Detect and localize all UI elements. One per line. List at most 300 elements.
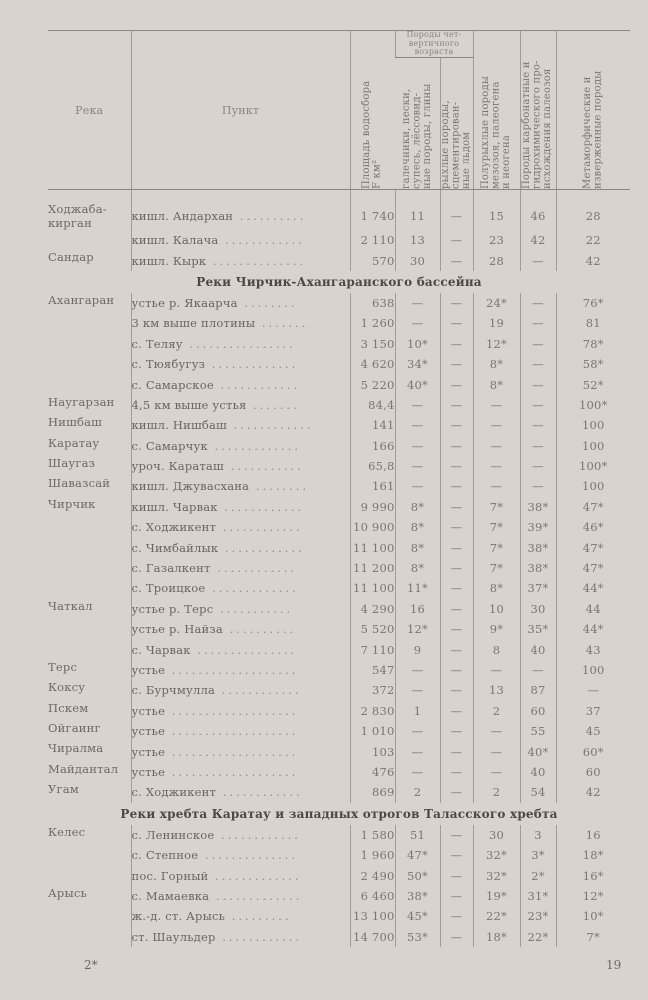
header-metamorphic: Метаморфические и изверженные породы bbox=[581, 70, 604, 189]
dot-leader: ............. bbox=[207, 438, 302, 453]
point-name: кишл. Кырк bbox=[131, 253, 207, 268]
header-carbonate: Породы карбонатные и гидрохимического про- исхождения палеозоя bbox=[521, 60, 554, 189]
cell-river: Чирчик bbox=[48, 496, 96, 511]
table-row bbox=[48, 436, 630, 456]
cell-q2: — bbox=[440, 313, 473, 333]
cell-point bbox=[131, 230, 350, 250]
cell-q2: — bbox=[440, 701, 473, 721]
cell-carb: 38* bbox=[520, 497, 556, 517]
cell-river: Чаткал bbox=[48, 598, 93, 613]
table-row bbox=[48, 517, 630, 537]
cell-point bbox=[131, 190, 350, 231]
cell-meta: 100 bbox=[556, 476, 630, 496]
cell-carb: 55 bbox=[520, 721, 556, 741]
cell-q1: 2 bbox=[395, 782, 440, 802]
cell-river bbox=[48, 313, 131, 333]
cell-meta: 60* bbox=[556, 741, 630, 761]
point-name: с. Газалкент bbox=[131, 561, 211, 576]
cell-q1: — bbox=[395, 660, 440, 680]
cell-point bbox=[131, 250, 350, 270]
cell-loose: 19 bbox=[473, 313, 520, 333]
cell-meta: 58* bbox=[556, 354, 630, 374]
cell-loose: 8* bbox=[473, 354, 520, 374]
cell-carb: 40 bbox=[520, 762, 556, 782]
dot-leader: ............. bbox=[205, 581, 299, 596]
cell-meta: 47* bbox=[556, 537, 630, 557]
cell-point bbox=[131, 906, 350, 926]
cell-point bbox=[131, 334, 350, 354]
cell-carb: — bbox=[520, 456, 556, 476]
cell-river: Келес bbox=[48, 824, 86, 839]
header-area: Площадь водосбора F км² bbox=[361, 80, 383, 189]
cell-meta: 42 bbox=[556, 250, 630, 270]
cell-loose: 7* bbox=[473, 497, 520, 517]
dot-leader: ........... bbox=[213, 601, 294, 616]
cell-river: Наугарзан bbox=[48, 394, 115, 409]
cell-loose: 13 bbox=[473, 680, 520, 700]
cell-q2: — bbox=[440, 680, 473, 700]
cell-q2: — bbox=[440, 395, 473, 415]
table-row bbox=[48, 639, 630, 659]
dot-leader: ......... bbox=[225, 909, 292, 924]
point-name: ст. Шаульдер bbox=[131, 929, 216, 944]
point-name: с. Чимбайлык bbox=[131, 540, 219, 555]
cell-meta: 16* bbox=[556, 865, 630, 885]
cell-loose: — bbox=[473, 415, 520, 435]
cell-meta: 37 bbox=[556, 701, 630, 721]
cell-carb: — bbox=[520, 660, 556, 680]
cell-point bbox=[131, 701, 350, 721]
cell-q2: — bbox=[440, 293, 473, 313]
cell-point bbox=[131, 537, 350, 557]
cell-q1: — bbox=[395, 415, 440, 435]
cell-carb: 23* bbox=[520, 906, 556, 926]
cell-q2: — bbox=[440, 250, 473, 270]
cell-river bbox=[48, 230, 131, 250]
cell-loose: 23 bbox=[473, 230, 520, 250]
dot-leader: ................... bbox=[165, 724, 299, 739]
dot-leader: ....... bbox=[255, 316, 309, 331]
cell-area: 14 700 bbox=[350, 927, 395, 947]
point-name: кишл. Чарвак bbox=[131, 499, 218, 514]
cell-loose: 2 bbox=[473, 782, 520, 802]
point-name: устье bbox=[131, 744, 166, 759]
point-name: 3 км выше плотины bbox=[131, 316, 256, 331]
dot-leader: ............ bbox=[215, 683, 302, 698]
cell-area: 161 bbox=[350, 476, 395, 496]
cell-loose: 2 bbox=[473, 701, 520, 721]
cell-q1: 10* bbox=[395, 334, 440, 354]
cell-q1: 34* bbox=[395, 354, 440, 374]
cell-meta: 43 bbox=[556, 639, 630, 659]
table-row bbox=[48, 354, 630, 374]
cell-loose: 18* bbox=[473, 927, 520, 947]
cell-river: Ахангаран bbox=[48, 292, 115, 307]
cell-q1: 1 bbox=[395, 701, 440, 721]
cell-point bbox=[131, 517, 350, 537]
cell-carb: 40 bbox=[520, 639, 556, 659]
point-name: ж.-д. ст. Арысь bbox=[131, 909, 226, 924]
cell-river: Арысь bbox=[48, 885, 87, 900]
cell-carb: — bbox=[520, 395, 556, 415]
cell-q2: — bbox=[440, 374, 473, 394]
point-name: с. Ленинское bbox=[131, 827, 215, 842]
cell-q1: — bbox=[395, 762, 440, 782]
cell-point bbox=[131, 374, 350, 394]
dot-leader: ................ bbox=[182, 336, 296, 351]
cell-point bbox=[131, 886, 350, 906]
point-name: с. Степное bbox=[131, 848, 199, 863]
cell-q1: 30 bbox=[395, 250, 440, 270]
point-name: с. Теляу bbox=[131, 336, 183, 351]
point-name: с. Ходжикент bbox=[131, 520, 217, 535]
cell-meta: 45 bbox=[556, 721, 630, 741]
dot-leader: ............ bbox=[214, 827, 301, 842]
table-row bbox=[48, 293, 630, 313]
cell-q1: — bbox=[395, 476, 440, 496]
table-row bbox=[48, 374, 630, 394]
cell-q1: 40* bbox=[395, 374, 440, 394]
cell-point bbox=[131, 619, 350, 639]
cell-q2: — bbox=[440, 782, 473, 802]
cell-q2: — bbox=[440, 190, 473, 231]
cell-river bbox=[48, 558, 131, 578]
table-row bbox=[48, 415, 630, 435]
cell-q2: — bbox=[440, 354, 473, 374]
cell-loose: — bbox=[473, 436, 520, 456]
header-river: Река bbox=[48, 31, 131, 190]
cell-point bbox=[131, 865, 350, 885]
cell-point bbox=[131, 558, 350, 578]
table-row bbox=[48, 537, 630, 557]
cell-meta: 44 bbox=[556, 599, 630, 619]
cell-loose: 9* bbox=[473, 619, 520, 639]
cell-q1: — bbox=[395, 436, 440, 456]
table-row bbox=[48, 927, 630, 947]
cell-area: 65,8 bbox=[350, 456, 395, 476]
cell-q1: 11* bbox=[395, 578, 440, 598]
point-name: пос. Горный bbox=[131, 868, 209, 883]
cell-carb: 35* bbox=[520, 619, 556, 639]
cell-area: 6 460 bbox=[350, 886, 395, 906]
cell-loose: — bbox=[473, 476, 520, 496]
cell-loose: 7* bbox=[473, 517, 520, 537]
table-row bbox=[48, 334, 630, 354]
cell-area: 2 830 bbox=[350, 701, 395, 721]
cell-q2: — bbox=[440, 906, 473, 926]
cell-meta: 100 bbox=[556, 415, 630, 435]
cell-meta: 44* bbox=[556, 578, 630, 598]
cell-area: 141 bbox=[350, 415, 395, 435]
cell-q1: — bbox=[395, 680, 440, 700]
cell-q2: — bbox=[440, 436, 473, 456]
cell-q2: — bbox=[440, 886, 473, 906]
cell-meta: 76* bbox=[556, 293, 630, 313]
cell-point bbox=[131, 293, 350, 313]
cell-meta: 10* bbox=[556, 906, 630, 926]
header-q2-cell bbox=[440, 58, 473, 190]
table-body bbox=[48, 190, 630, 947]
dot-leader: ............ bbox=[216, 785, 303, 800]
cell-point bbox=[131, 578, 350, 598]
cell-meta: 60 bbox=[556, 762, 630, 782]
cell-river bbox=[48, 517, 131, 537]
dot-leader: ............ bbox=[218, 233, 305, 248]
cell-river: Терс bbox=[48, 659, 78, 674]
cell-river: Сандар bbox=[48, 250, 94, 265]
point-name: устье bbox=[131, 764, 166, 779]
point-name: устье р. Найза bbox=[131, 622, 223, 637]
cell-carb: 2* bbox=[520, 865, 556, 885]
cell-q2: — bbox=[440, 334, 473, 354]
cell-area: 1 740 bbox=[350, 190, 395, 231]
cell-carb: 39* bbox=[520, 517, 556, 537]
cell-q1: 53* bbox=[395, 927, 440, 947]
cell-point bbox=[131, 497, 350, 517]
cell-q2: — bbox=[440, 558, 473, 578]
cell-meta: 100 bbox=[556, 436, 630, 456]
cell-loose: 30 bbox=[473, 825, 520, 845]
cell-q2: — bbox=[440, 639, 473, 659]
cell-river bbox=[48, 927, 131, 947]
cell-q1: 8* bbox=[395, 558, 440, 578]
page-number: 19 bbox=[606, 958, 622, 972]
cell-q1: — bbox=[395, 313, 440, 333]
table-row bbox=[48, 825, 630, 845]
point-name: с. Самарское bbox=[131, 377, 214, 392]
cell-point bbox=[131, 354, 350, 374]
cell-meta: 18* bbox=[556, 845, 630, 865]
cell-q2: — bbox=[440, 537, 473, 557]
cell-loose: 22* bbox=[473, 906, 520, 926]
cell-area: 11 100 bbox=[350, 537, 395, 557]
cell-q1: — bbox=[395, 395, 440, 415]
cell-carb: 30 bbox=[520, 599, 556, 619]
dot-leader: ........... bbox=[223, 459, 304, 474]
cell-carb: — bbox=[520, 354, 556, 374]
cell-carb: — bbox=[520, 436, 556, 456]
cell-q2: — bbox=[440, 517, 473, 537]
point-name: кишл. Джувасхана bbox=[131, 479, 250, 494]
cell-q2: — bbox=[440, 456, 473, 476]
point-name: устье р. Терс bbox=[131, 601, 214, 616]
point-name: с. Бурчмулла bbox=[131, 683, 216, 698]
dot-leader: ............ bbox=[226, 418, 314, 433]
cell-q1: 50* bbox=[395, 865, 440, 885]
cell-carb: 3 bbox=[520, 825, 556, 845]
cell-point bbox=[131, 680, 350, 700]
table-row bbox=[48, 845, 630, 865]
cell-river: Ходжаба- кирган bbox=[48, 202, 107, 230]
cell-point bbox=[131, 415, 350, 435]
cell-q1: 8* bbox=[395, 537, 440, 557]
cell-q2: — bbox=[440, 927, 473, 947]
dot-leader: .......... bbox=[222, 622, 297, 637]
cell-meta: 44* bbox=[556, 619, 630, 639]
table-row bbox=[48, 782, 630, 802]
section-title: Реки Чирчик-Ахангаранского бассейна bbox=[196, 274, 482, 289]
point-name: кишл. Калача bbox=[131, 233, 219, 248]
header-loose: Полурыхлые породы мезозоя, палеогена и неогена bbox=[479, 75, 512, 189]
dot-leader: ............ bbox=[215, 929, 303, 944]
cell-area: 476 bbox=[350, 762, 395, 782]
point-name: с. Тюябугуз bbox=[131, 357, 206, 372]
dot-leader: ............. bbox=[209, 888, 303, 903]
table-row bbox=[48, 865, 630, 885]
cell-carb: 3* bbox=[520, 845, 556, 865]
point-name: устье р. Якаарча bbox=[131, 295, 238, 310]
cell-point bbox=[131, 660, 350, 680]
cell-q1: 38* bbox=[395, 886, 440, 906]
table-row bbox=[48, 741, 630, 761]
cell-q1: 8* bbox=[395, 517, 440, 537]
dot-leader: ................... bbox=[165, 703, 299, 718]
cell-q2: — bbox=[440, 721, 473, 741]
cell-area: 1 960 bbox=[350, 845, 395, 865]
cell-loose: — bbox=[473, 456, 520, 476]
cell-loose: 8 bbox=[473, 639, 520, 659]
table-row bbox=[48, 599, 630, 619]
cell-river bbox=[48, 865, 131, 885]
table-row bbox=[48, 660, 630, 680]
cell-carb: 42 bbox=[520, 230, 556, 250]
cell-area: 372 bbox=[350, 680, 395, 700]
section-header-row bbox=[48, 271, 630, 293]
point-name: с. Самарчук bbox=[131, 438, 208, 453]
point-name: 4,5 км выше устья bbox=[131, 397, 247, 412]
cell-q2: — bbox=[440, 865, 473, 885]
cell-q1: — bbox=[395, 456, 440, 476]
point-name: кишл. Андархан bbox=[131, 209, 234, 223]
cell-loose: 7* bbox=[473, 537, 520, 557]
header-metamorphic-cell bbox=[556, 31, 630, 190]
cell-area: 4 290 bbox=[350, 599, 395, 619]
cell-q1: 11 bbox=[395, 190, 440, 231]
cell-river bbox=[48, 619, 131, 639]
table-row bbox=[48, 558, 630, 578]
cell-river bbox=[48, 906, 131, 926]
point-name: уроч. Караташ bbox=[131, 459, 224, 474]
cell-point bbox=[131, 845, 350, 865]
cell-area: 5 520 bbox=[350, 619, 395, 639]
cell-carb: 46 bbox=[520, 190, 556, 231]
cell-q2: — bbox=[440, 497, 473, 517]
cell-loose: 32* bbox=[473, 865, 520, 885]
cell-q2: — bbox=[440, 741, 473, 761]
cell-loose: 28 bbox=[473, 250, 520, 270]
cell-q2: — bbox=[440, 660, 473, 680]
dot-leader: ............ bbox=[213, 377, 301, 392]
dot-leader: .............. bbox=[198, 848, 299, 863]
cell-carb: — bbox=[520, 334, 556, 354]
header-q2: рыхлые породы, сцементирован- ные льдом bbox=[439, 99, 472, 189]
cell-q2: — bbox=[440, 762, 473, 782]
cell-loose: — bbox=[473, 762, 520, 782]
header-loose-cell bbox=[473, 31, 520, 190]
table-row bbox=[48, 619, 630, 639]
cell-carb: — bbox=[520, 293, 556, 313]
cell-loose: — bbox=[473, 395, 520, 415]
cell-q1: 8* bbox=[395, 497, 440, 517]
table-row bbox=[48, 497, 630, 517]
table-row bbox=[48, 476, 630, 496]
header-quaternary-cell bbox=[395, 31, 473, 58]
table-row bbox=[48, 313, 630, 333]
cell-q1: 47* bbox=[395, 845, 440, 865]
cell-q1: — bbox=[395, 293, 440, 313]
cell-carb: — bbox=[520, 476, 556, 496]
dot-leader: ............... bbox=[190, 642, 298, 657]
cell-q1: 13 bbox=[395, 230, 440, 250]
cell-meta: 100* bbox=[556, 456, 630, 476]
cell-point bbox=[131, 927, 350, 947]
cell-area: 2 110 bbox=[350, 230, 395, 250]
cell-meta: 7* bbox=[556, 927, 630, 947]
cell-loose: 8* bbox=[473, 578, 520, 598]
cell-loose: 7* bbox=[473, 558, 520, 578]
dot-leader: .......... bbox=[233, 209, 307, 223]
cell-q1: 45* bbox=[395, 906, 440, 926]
table-row bbox=[48, 906, 630, 926]
table-row bbox=[48, 395, 630, 415]
table-row bbox=[48, 886, 630, 906]
cell-area: 1 580 bbox=[350, 825, 395, 845]
cell-meta: 16 bbox=[556, 825, 630, 845]
cell-carb: 37* bbox=[520, 578, 556, 598]
cell-q2: — bbox=[440, 599, 473, 619]
cell-river bbox=[48, 578, 131, 598]
point-name: устье bbox=[131, 663, 166, 677]
cell-carb: 38* bbox=[520, 537, 556, 557]
cell-meta: 46* bbox=[556, 517, 630, 537]
cell-q2: — bbox=[440, 845, 473, 865]
table-row bbox=[48, 762, 630, 782]
cell-loose: 10 bbox=[473, 599, 520, 619]
cell-point bbox=[131, 456, 350, 476]
cell-loose: 12* bbox=[473, 334, 520, 354]
point-name: с. Ходжикент bbox=[131, 785, 217, 800]
cell-area: 4 620 bbox=[350, 354, 395, 374]
dot-leader: ................... bbox=[165, 744, 299, 759]
cell-point bbox=[131, 782, 350, 802]
cell-area: 166 bbox=[350, 436, 395, 456]
point-name: с. Мамаевка bbox=[131, 888, 210, 903]
dot-leader: ........ bbox=[249, 479, 310, 494]
header-point: Пункт bbox=[131, 31, 350, 190]
cell-point bbox=[131, 762, 350, 782]
cell-meta: 81 bbox=[556, 313, 630, 333]
dot-leader: ........ bbox=[237, 295, 298, 310]
cell-carb: 87 bbox=[520, 680, 556, 700]
cell-river bbox=[48, 639, 131, 659]
cell-area: 869 bbox=[350, 782, 395, 802]
cell-carb: 60 bbox=[520, 701, 556, 721]
cell-area: 11 100 bbox=[350, 578, 395, 598]
cell-q2: — bbox=[440, 415, 473, 435]
cell-carb: — bbox=[520, 250, 556, 270]
cell-q2: — bbox=[440, 230, 473, 250]
header-q1-cell bbox=[395, 58, 440, 190]
cell-area: 103 bbox=[350, 741, 395, 761]
cell-loose: 32* bbox=[473, 845, 520, 865]
cell-loose: — bbox=[473, 721, 520, 741]
cell-point bbox=[131, 436, 350, 456]
section-title: Реки хребта Каратау и западных отрогов Таласского хребта bbox=[120, 806, 558, 821]
point-name: устье bbox=[131, 703, 166, 718]
cell-river bbox=[48, 334, 131, 354]
cell-area: 570 bbox=[350, 250, 395, 270]
header-q1: галечники, пески, супесь, лёссовид- ные породы, глины bbox=[400, 82, 433, 189]
